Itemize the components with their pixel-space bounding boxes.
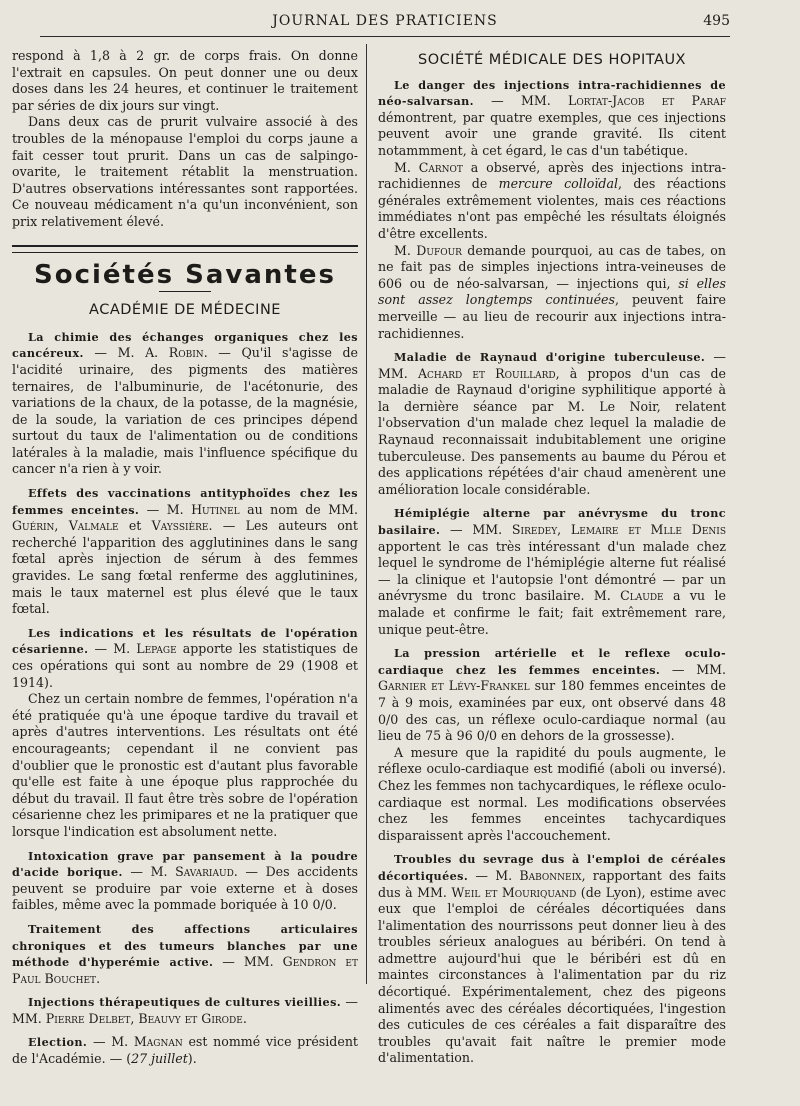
author-name: Siredey, Lemaire et Mlle Denis <box>511 522 726 538</box>
author-name: Gendron et Paul Bouchet <box>12 954 358 986</box>
right-column <box>378 48 726 1074</box>
author-name: Vayssière <box>151 518 209 534</box>
article-entry: Hémiplégie alterne par anévrysme du tronc basilaire. — MM. Siredey, Lemaire et Mlle Denis apportent le cas très intéressant d'un malade chez lequel le syndrome de l'hémiplégie alterne fut réalisé — la clinique et l'autopsie l'ont démontré — par un anévrysme du tronc basilaire. M. Claude a vu le malade et confirme le fait; fait extrêmement rare, unique peut-être. <box>378 506 726 637</box>
entry-title: Intoxication grave par pansement à la poudre d'acide borique. <box>12 848 358 880</box>
entry-title: Le danger des injections intra-rachidiennes de néo-salvarsan. <box>378 77 726 109</box>
author-name: Claude <box>620 588 664 604</box>
entry-title: Traitement des affections articulaires chroniques et des tumeurs blanches par une méthode d'hyperémie active. <box>12 921 358 970</box>
article-entry: Election. — M. Magnan est nommé vice président de l'Académie. — (27 juillet). <box>12 1034 358 1067</box>
entry-title: Troubles du sevrage dus à l'emploi de céréales décortiquées. <box>378 852 726 883</box>
article-entry: Troubles du sevrage dus à l'emploi de céréales décortiquées. — M. Babonneix, rapportant des faits dus à MM. Weil et Mouriquand (de Lyon), estime avec eux que l'emploi de céréales décortiquées dans l'alimentation des nourrissons peut donner lieu à des troubles sérieux analogues au béribéri. On tend à admettre aujourd'hui que le béribéri est dû en maintes circonstances à l'alimentation par du riz décortiqué. Expérimentalement, chez des pigeons alimentés avec des céréales décortiquées, l'ingestion des cuticules de ces céréales a fait disparaître des troubles qu'avait fait naître le premier mode d'alimentation. <box>378 852 727 1066</box>
author-name: Magnan <box>133 1034 183 1050</box>
author-name: Weil et Mouriquand <box>451 884 577 900</box>
entry-title: Injections thérapeutiques de cultures vieillies. <box>28 995 342 1010</box>
article-entry: Maladie de Raynaud d'origine tuberculeuse. — MM. Achard et Rouillard, à propos d'un cas de maladie de Raynaud d'origine syphilitique apporté à la dernière séance par M. Le Noir, relatent l'observation d'un malade chez lequel la maladie de Raynaud reconnaissait indubitablement une origine tuberculeuse. Des pansements au baume du Pérou et des applications répétées d'air chaud amenèrent une amélioration locale considérable. <box>378 349 726 497</box>
intro-paragraph: Dans deux cas de prurit vulvaire associé à des troubles de la ménopause l'emploi du corps jaune a fait cesser tout prurit. Dans un cas de salpingo-ovarite, le traitement rétablit la menstruation. D'autres observations intéressantes sont rapportées. Ce nouveau médicament n'a qu'un inconvénient, son prix relativement élevé. <box>12 114 358 229</box>
entry-title: Effets des vaccinations antityphoïdes chez les femmes enceintes. <box>12 486 358 517</box>
entry-paragraph: A mesure que la rapidité du pouls augmente, le réflexe oculo-cardiaque est modifié (aboli ou inversé). Chez les femmes non tachycardiques, le réflexe oculo-cardiaque est normal. Les modifications observées chez les femmes enceintes tachycardiques disparaissent après l'accouchement. <box>378 744 726 843</box>
author-name: Garnier et Lévy-Frankel <box>378 678 530 694</box>
entry-title: La pression artérielle et le reflexe oculo-cardiaque chez les femmes enceintes. <box>378 646 726 677</box>
article-entry: La chimie des échanges organiques chez les cancéreux. — M. A. Robin. — Qu'il s'agisse de l'acidité urinaire, des pigments des matières ternaires, de l'albuminurie, de l'acétonurie, des variations de la chaux, de la potasse, de la magnésie, de la soude, la variation de ces principes dépend surtout du taux de l'alimentation ou de conditions latérales à la maladie, mais l'influence spécifique du cancer n'a rien à y voir. <box>12 329 358 477</box>
article-entry: La pression artérielle et le reflexe oculo-cardiaque chez les femmes enceintes. — MM. Garnier et Lévy-Frankel sur 180 femmes enceintes de 7 à 9 mois, examinées par eux, ont observé dans 48 0/0 des cas, un réflexe oculo-cardiaque normal (au lieu de 75 à 96 0/0 en dehors de la grossesse). A mesure que la rapidité du pouls augmente, le réflexe oculo-cardiaque est modifié (aboli ou inversé). Chez les femmes non tachycardiques, le réflexe oculo-cardiaque est normal. Les modifications observées chez les femmes enceintes tachycardiques disparaissent après l'accouchement. <box>378 646 727 843</box>
entry-title: La chimie des échanges organiques chez les cancéreux. <box>12 329 358 361</box>
journal-title: JOURNAL DES PRATICIENS <box>272 13 498 29</box>
entry-title: Hémiplégie alterne par anévrysme du tronc basilaire. <box>378 506 726 538</box>
entry-title: Election. <box>28 1035 88 1050</box>
society-title: SOCIÉTÉ MÉDICALE DES HOPITAUX <box>418 52 686 68</box>
title-rule <box>159 291 211 292</box>
article-entry: Intoxication grave par pansement à la poudre d'acide borique. — M. Savariaud. — Des accidents peuvent se produire par voie externe et à doses faibles, même avec la pommade boriquée à 10 0/0. <box>12 848 358 913</box>
intro-paragraph: respond à 1,8 à 2 gr. de corps frais. On donne l'extrait en capsules. On peut donner une ou deux doses dans les 24 heures, et continuer le traitement par séries de dix jours sur vingt. <box>12 48 358 113</box>
author-name: Achard et Rouillard <box>417 365 556 381</box>
entry-title: Les indications et les résultats de l'opération césarienne. <box>12 625 358 657</box>
entry-paragraph: Chez un certain nombre de femmes, l'opération n'a été pratiquée qu'à une époque tardive du travail et après d'autres interventions. Les résultats ont été encourageants; cependant il ne convient pas d'oublier que le pronostic est d'autant plus favorable qu'elle est faite à une époque plus rapprochée du début du travail. Il faut être très sobre de l'opération césarienne chez les primipares et ne la pratiquer que lorsque l'indication est absolument nette. <box>12 691 358 839</box>
author-name: Dufour <box>416 242 462 258</box>
academy-title: ACADÉMIE DE MÉDECINE <box>89 302 281 319</box>
author-name: Lortat-Jacob et Paraf <box>567 93 726 109</box>
page-header <box>40 10 730 32</box>
section-title: Sociétés Savantes <box>34 259 336 290</box>
article-entry: Injections thérapeutiques de cultures vieillies. — MM. Pierre Delbet, Beauvy et Girode. <box>12 994 358 1026</box>
left-column <box>12 48 358 1075</box>
author-name: Pierre Delbet, Beauvy et Girode <box>45 1010 243 1026</box>
page-number: 495 <box>703 13 730 29</box>
author-name: Savariaud <box>175 864 234 880</box>
author-name: Babonneix <box>519 867 582 883</box>
entry-title: Maladie de Raynaud d'origine tuberculeuse. <box>394 350 706 365</box>
column-divider <box>366 44 367 984</box>
author-name: Lepage <box>136 641 177 657</box>
author-name: Hutinel <box>191 501 240 517</box>
author-name: Guérin, Valmale <box>12 518 119 534</box>
article-entry: Les indications et les résultats de l'opération césarienne. — M. Lepage apporte les statistiques de ces opérations qui sont au nombre de 29 (1908 et 1914). Chez un certain nombre de femmes, l'opération n'a été pratiquée qu'à une époque tardive du travail et après d'autres interventions. Les résultats ont été encourageants; cependant il ne convient pas d'oublier que le pronostic est d'autant plus favorable qu'elle est faite à une époque plus rapprochée du début du travail. Il faut être très sobre de l'opération césarienne chez les primipares et ne la pratiquer que lorsque l'indication est absolument nette. <box>12 625 358 839</box>
article-entry: Le danger des injections intra-rachidiennes de néo-salvarsan. — MM. Lortat-Jacob et Paraf démontrent, par quatre exemples, que ces injections peuvent avoir une grande gravité. Ils citent notammment, à cet égard, le cas d'un tabétique. M. Carnot a observé, après des injections intra-rachidiennes de mercure colloïdal, des réactions générales extrêmement violentes, mais ces réactions immédiates n'ont pas empêché les résultats éloignés d'être excellents. M. Dufour demande pourquoi, au cas de tabes, on ne fait pas de simples injections intra-veineuses de 606 ou de néo-salvarsan, — injections qui, si elles sont assez longtemps continuées, peuvent faire merveille — au lieu de recourir aux injections intra-rachidiennes. <box>378 77 727 341</box>
header-rule <box>40 36 730 37</box>
author-name: Robin <box>168 345 204 361</box>
article-entry: Traitement des affections articulaires chroniques et des tumeurs blanches par une méthode d'hyperémie active. — MM. Gendron et Paul Bouchet. <box>12 921 358 986</box>
date-text: 27 juillet <box>131 1051 188 1067</box>
article-entry: Effets des vaccinations antityphoïdes chez les femmes enceintes. — M. Hutinel au nom de MM. Guérin, Valmale et Vayssière. — Les auteurs ont recherché l'apparition des agglutinines dans le sang fœtal après injection de sérum à des femmes gravides. Le sang fœtal renferme des agglutinines, mais le taux maternel est plus élevé que le taux fœtal. <box>12 486 358 617</box>
author-name: Carnot <box>418 159 463 175</box>
section-rule <box>12 245 358 253</box>
